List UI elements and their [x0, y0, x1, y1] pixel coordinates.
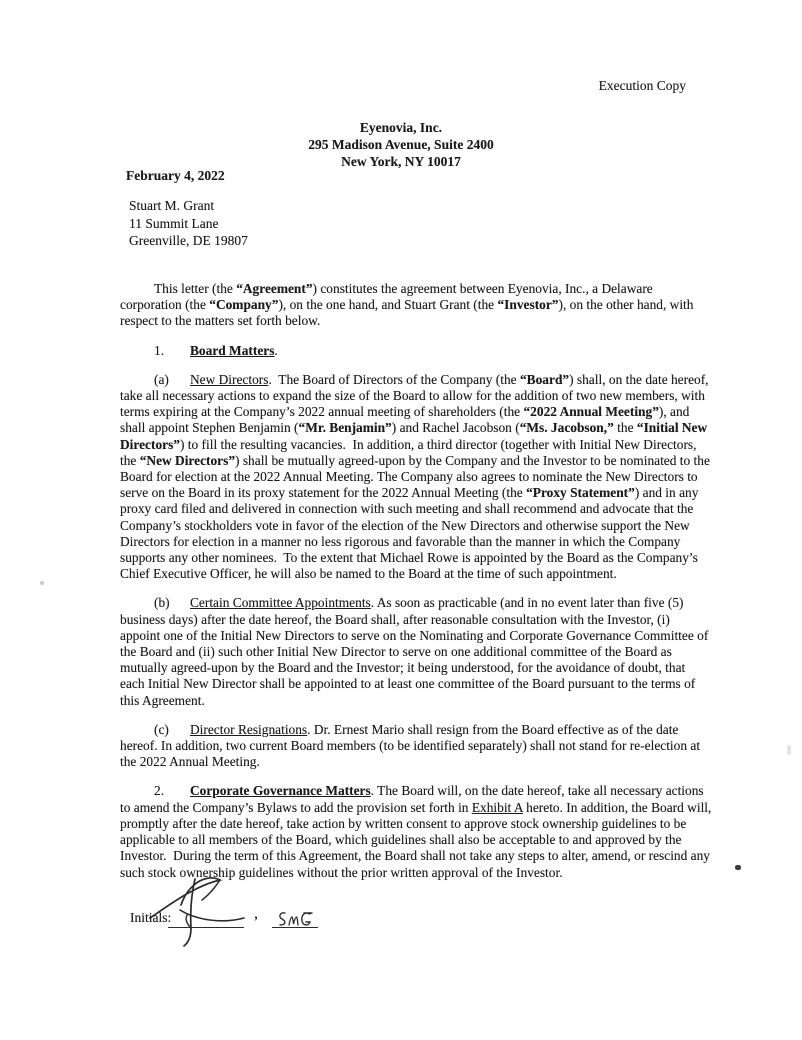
- text-run: ) to fill the resulting vacancies. In addition, a third director (together with Initial New Directors, the: [120, 436, 700, 468]
- text-run: ) and in any proxy card filed and delivered in connection with such meeting and shall recommend and advocate that the Company’s stockholders vote in favor of the election of the New Directors and otherwise support the New Directors for election in a manner no less rigorous and favorable than the manner in which the Company supports any other nominees. To the extent that Michael Rowe is appointed by the Board as the Company’s Chief Executive Officer, he will also be named to the Board at the time of such appointment.: [120, 485, 702, 582]
- text-run: the: [613, 420, 637, 436]
- letterhead-address-line1: 295 Madison Avenue, Suite 2400: [308, 137, 494, 152]
- handwritten-monogram-signature: [146, 872, 250, 950]
- recipient-name: Stuart M. Grant: [129, 198, 215, 213]
- text-run: hereto. In addition, the Board will, promptly after the date hereof, take action by written consent to approve stock ownership guidelines to be applicable to all members of the Board, which guidelines shall also be acceptable to and approved by the Investor. During the term of this Agreement, the Board shall not take any steps to alter, amend, or rescind any such stock ownership guidelines without the prior written approval of the Investor.: [120, 799, 715, 880]
- text-run: ), and shall appoint Stephen Benjamin (: [120, 404, 693, 436]
- text-run: New Directors: [190, 371, 269, 387]
- text-run: Exhibit A: [471, 799, 523, 815]
- recipient-city: Greenville, DE 19807: [129, 233, 248, 249]
- text-run: “Board”: [519, 371, 570, 387]
- text-run: “Mr. Benjamin”: [298, 420, 392, 436]
- text-run: “Agreement”: [236, 281, 313, 296]
- text-run: This letter (the: [154, 281, 237, 296]
- text-run: “New Directors”: [139, 452, 236, 468]
- document-body: [120, 281, 715, 894]
- text-run: Corporate Governance Matters: [190, 783, 371, 799]
- letterhead: [0, 119, 802, 170]
- text-run: “Proxy Statement”: [526, 485, 635, 501]
- text-run: “Company”: [209, 297, 279, 313]
- text-run: ) shall be mutually agreed-upon by the Company and the Investor to be nominated to the Board for election at the 2022 Annual Meeting. The Company also agrees to nominate the New Directors to serve on the Board in its proxy statement for the 2022 Annual Meeting (the: [120, 452, 714, 501]
- paragraph-number: (a): [154, 371, 169, 387]
- text-run: ), on the one hand, and Stuart Grant (the: [278, 297, 498, 313]
- text-run: .: [274, 342, 278, 358]
- letterhead-address-line2: New York, NY 10017: [341, 154, 461, 169]
- text-run: ) constitutes the agreement between Eyenovia, Inc., a Delaware corporation (the: [120, 281, 657, 313]
- paragraph-number: (b): [154, 595, 170, 611]
- text-run: . The Board will, on the date hereof, take all necessary actions to amend the Company’s Bylaws to add the provision set forth in: [120, 783, 707, 815]
- text-run: “Ms. Jacobson,”: [519, 420, 614, 436]
- date-line: February 4, 2022: [126, 168, 225, 183]
- recipient-street: 11 Summit Lane: [129, 215, 219, 231]
- paragraph-number: 2.: [154, 783, 165, 799]
- paragraph: [120, 722, 712, 771]
- text-run: . Dr. Ernest Mario shall resign from the Board effective as of the date hereof. In addition, two current Board members (to be identified separately) shall not stand for re-election at the 2022 Annual Meeting.: [120, 721, 704, 770]
- letterhead-company: Eyenovia, Inc.: [359, 120, 443, 135]
- paragraph: [120, 343, 712, 359]
- initials-block: [130, 872, 340, 952]
- scan-speck: [735, 865, 741, 870]
- execution-copy-label: Execution Copy: [598, 78, 686, 93]
- initials-separator: ,: [254, 905, 258, 922]
- text-run: Director Resignations: [190, 721, 308, 737]
- text-run: ) and Rachel Jacobson (: [391, 420, 520, 436]
- initials-label: Initials:: [130, 910, 172, 925]
- paragraph: [120, 595, 712, 708]
- text-run: “Initial New Directors”: [120, 420, 711, 452]
- text-run: . As soon as practicable (and in no event later than five (5) business days) after the date hereof, the Board shall, after reasonable consultation with the Investor, (i) appoint one of the Initial New Directors to serve on the Nominating and Corporate Governance Committee of the Board and (ii) such other Initial New Director to serve on one additional committee of the Board as mutually agreed-upon by the Board and the Investor; it being understood, for the avoidance of doubt, that each Initial New Director shall be appointed to at least one committee of the Board pursuant to the terms of this Agreement.: [120, 595, 712, 708]
- text-run: “Investor”: [497, 297, 559, 313]
- recipient-address-block: [129, 197, 248, 250]
- text-run: Certain Committee Appointments: [190, 595, 371, 611]
- text-run: Board Matters: [190, 342, 275, 358]
- text-run: “2022 Annual Meeting”: [523, 404, 659, 420]
- paragraph-number: 1.: [154, 342, 165, 358]
- text-run: ), on the other hand, with respect to the matters set forth below.: [120, 297, 697, 329]
- text-run: ) shall, on the date hereof, take all necessary actions to expand the size of the Board to allow for the addition of two new members, with terms expiring at the Company’s 2022 annual meeting of shareholders (the: [120, 371, 712, 420]
- paragraph: [120, 783, 715, 880]
- scan-speck: [40, 581, 44, 585]
- signature-line-2: [272, 927, 318, 928]
- paragraph: [120, 281, 712, 330]
- scan-speck: [787, 745, 791, 755]
- paragraph: [120, 372, 712, 583]
- text-run: . The Board of Directors of the Company (the: [268, 371, 520, 387]
- paragraph-number: (c): [154, 721, 169, 737]
